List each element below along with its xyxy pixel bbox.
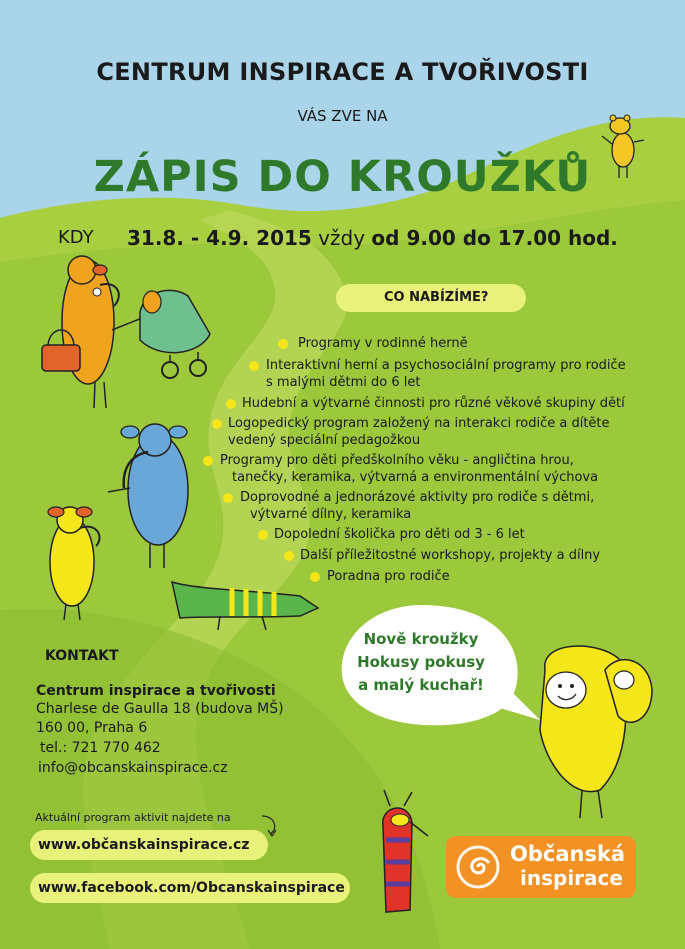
contact-street: Charlese de Gaulla 18 (budova MŠ) [36, 701, 284, 717]
bubble-line: Nově kroužky [363, 630, 479, 648]
contact-name: Centrum inspirace a tvořivosti [36, 683, 276, 699]
bubble-text [346, 628, 496, 697]
contact-phone: tel.: 721 770 462 [40, 740, 161, 756]
bubble-line: Hokusy pokusy [357, 653, 485, 671]
offer-item: Programy pro děti předškolního věku - angličtina hrou, tanečky, keramika, výtvarná a environmentální výchova [220, 453, 599, 485]
offer-item: Programy v rodinné herně [298, 336, 468, 351]
offer-heading: CO NABÍZÍME? [384, 290, 489, 305]
logo-text-2: inspirace [520, 866, 623, 890]
when-dates: 31.8. - 4.9. 2015 [127, 226, 312, 250]
bubble-line: a malý kuchař! [358, 676, 484, 694]
invite-line: VÁS ZVE NA [297, 107, 388, 125]
bullet-dot [223, 493, 233, 503]
offer-item: Dopolední školička pro děti od 3 - 6 let [274, 527, 525, 542]
offer-item: Doprovodné a jednorázové aktivity pro rodiče s dětmi, výtvarné dílny, keramika [240, 490, 595, 522]
website-link[interactable]: www.občanskainspirace.cz [38, 837, 250, 853]
offer-item: Hudební a výtvarné činnosti pro různé věkové skupiny dětí [242, 396, 625, 411]
contact-email[interactable]: info@obcanskainspirace.cz [38, 760, 228, 776]
bullet-dot [203, 456, 213, 466]
bullet-dot [278, 339, 288, 349]
bullet-dot [258, 530, 268, 540]
contact-city: 160 00, Praha 6 [36, 720, 148, 736]
bullet-dot [310, 572, 320, 582]
contact-heading: KONTAKT [45, 648, 119, 664]
offer-item: Poradna pro rodiče [327, 569, 450, 584]
bullet-dot [212, 419, 222, 429]
when-hours: od 9.00 do 17.00 hod. [371, 226, 618, 250]
program-note: Aktuální program aktivit najdete na [35, 811, 231, 824]
organizer-title: CENTRUM INSPIRACE A TVOŘIVOSTI [96, 58, 589, 86]
event-title: ZÁPIS DO KROUŽKŮ [93, 152, 592, 202]
offer-item: Další příležitostné workshopy, projekty a dílny [300, 548, 601, 563]
when-label: KDY [58, 227, 94, 248]
spiral-icon [456, 845, 500, 889]
bullet-dot [226, 399, 236, 409]
offer-item: Interaktivní herní a psychosociální programy pro rodiče s malými dětmi do 6 let [266, 358, 626, 390]
facebook-link[interactable]: www.facebook.com/Obcanskainspirace [38, 880, 345, 896]
when-details [127, 226, 618, 250]
logo-text-1: Občanská [510, 842, 626, 866]
bullet-dot [284, 551, 294, 561]
offer-item: Logopedický program založený na interakci rodiče a dítěte vedený speciální pedagožkou [228, 416, 610, 448]
bullet-dot [249, 361, 259, 371]
when-middle: vždy [311, 226, 372, 250]
